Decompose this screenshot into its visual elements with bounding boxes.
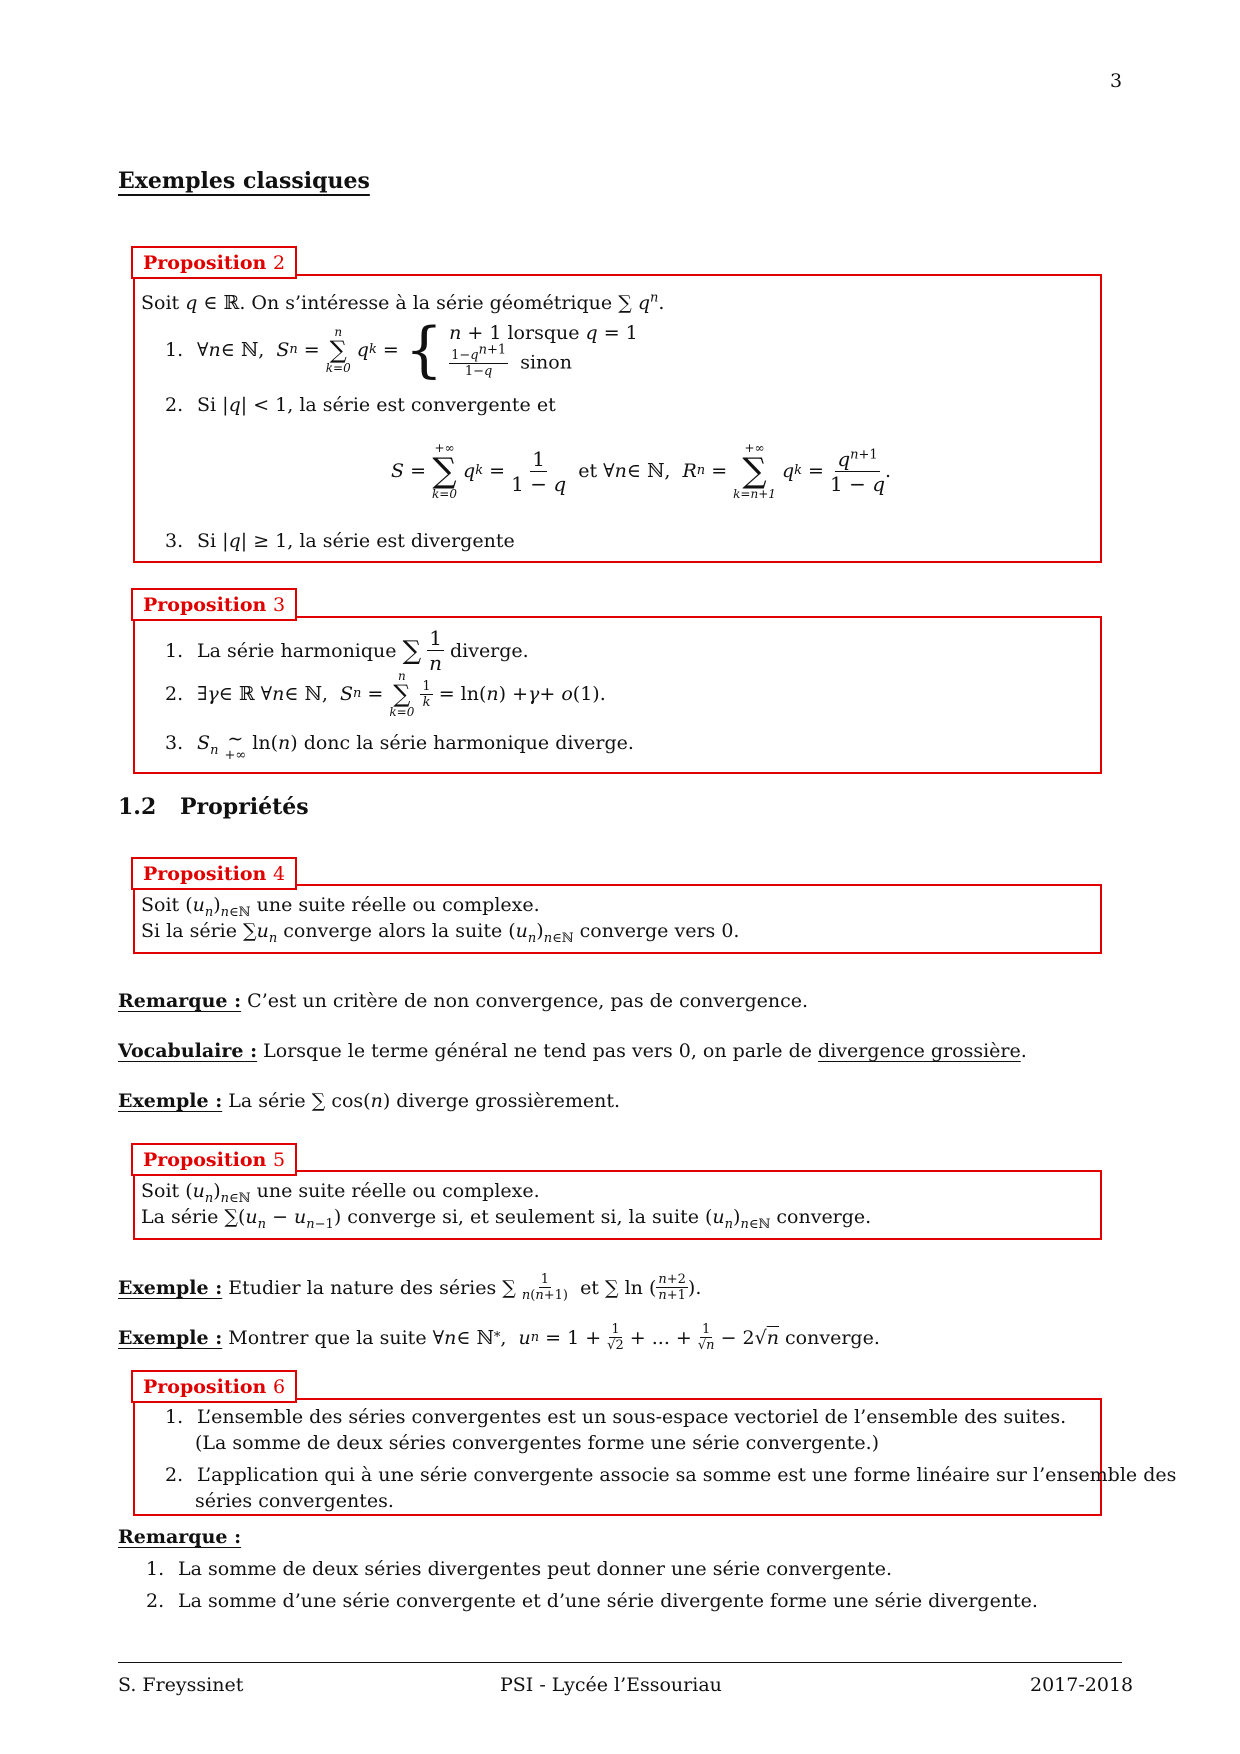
proposition-4-box <box>133 884 1102 954</box>
p3-item-1: 1. La série harmonique ∑ $\frac{1}{n}$ diverge. <box>165 626 529 675</box>
p5-line-1: Soit $(u_n)_{n\in ℕ}$ une suite réelle ou complexe. <box>141 1180 540 1206</box>
footer-year: 2017-2018 <box>1030 1674 1134 1696</box>
section-title: Exemples classiques <box>118 168 370 194</box>
remark-2-label: Remarque : <box>118 1526 242 1548</box>
proposition-3-box <box>133 616 1102 774</box>
example-2: Exemple : Etudier la nature des séries ∑ $\frac{1}{n(n+1)}$ et ∑ ln ( $\frac{n+2}{n+1}$ ). <box>118 1272 702 1303</box>
p2-item-1: 1. ∀ n ∈ ℕ, S n = n ∑ k=0 q k = { n + 1 lorsque q = 1 $\frac{1-q^{n+1}}{1-q}$ sinon <box>165 315 638 385</box>
proposition-6-box <box>133 1398 1177 1516</box>
proposition-3-tag: Proposition 3 <box>131 588 297 621</box>
p2-intro: Soit q ∈ ℝ. On s’intéresse à la série géométrique ∑ $q^n$. <box>141 290 665 314</box>
proposition-4-tag: Proposition 4 <box>131 857 297 890</box>
proposition-6-tag: Proposition 6 <box>131 1370 297 1403</box>
p5-line-2: La série $\sum(u_n - u_{n-1})$ converge si, et seulement si, la suite $(u_n)_{n\in ℕ}$ converge. <box>141 1206 872 1232</box>
proposition-5-tag: Proposition 5 <box>131 1143 297 1176</box>
subsection-title: 1.2 Propriétés <box>118 794 309 820</box>
proposition-2-tag: Proposition 2 <box>131 246 297 279</box>
p6-item-2: 2. L’application qui à une série convergente associe sa somme est une forme linéaire sur l’ensemble des <box>165 1464 1177 1486</box>
p6-item-1: 1. L’ensemble des séries convergentes est un sous-espace vectoriel de l’ensemble des suites. <box>165 1406 1067 1428</box>
vocabulary: Vocabulaire : Lorsque le terme général ne tend pas vers 0, on parle de divergence grossière. <box>118 1040 1027 1062</box>
p4-line-2: Si la série $\sum u_n$ converge alors la suite $(u_n)_{n\in ℕ}$ converge vers 0. <box>141 920 740 946</box>
footer-school: PSI - Lycée l’Essouriau <box>500 1674 722 1696</box>
proposition-2-box <box>133 274 1102 563</box>
p2-item-3: 3. Si |q| ≥ 1, la série est divergente <box>165 530 515 552</box>
p2-display-formula: S = +∞ ∑ k=0 q k = $\frac{1}{1 - q}$ et ∀ n ∈ ℕ, R n = +∞ ∑ k=n+1 q k = $\frac{q^{n+1}}{1 - q}$ . <box>391 441 892 501</box>
footer-author: S. Freyssinet <box>118 1674 244 1696</box>
p3-item-3: 3. $S_n$ ∼ +∞ ln(n) donc la série harmonique diverge. <box>165 728 634 763</box>
example-1: Exemple : La série ∑ cos(n) diverge grossièrement. <box>118 1090 621 1112</box>
proposition-5-box <box>133 1170 1102 1240</box>
footer-rule <box>118 1662 1122 1663</box>
p6-item-2-cont: séries convergentes. <box>195 1490 394 1512</box>
p2-item-2: 2. Si |q| < 1, la série est convergente et <box>165 394 556 416</box>
p6-item-1-cont: (La somme de deux séries convergentes forme une série convergente.) <box>195 1432 880 1454</box>
p4-line-1: Soit $(u_n)_{n\in ℕ}$ une suite réelle ou complexe. <box>141 894 540 920</box>
remark-2-item-1: 1. La somme de deux séries divergentes peut donner une série convergente. <box>146 1558 893 1580</box>
p3-item-2: 2. ∃ γ ∈ ℝ ∀ n ∈ ℕ, S n = n ∑ k=0 $\frac{1}{k}$ = ln( n ) + γ + 𝑜(1). <box>165 669 606 719</box>
example-3: Exemple : Montrer que la suite ∀ n ∈ ℕ * , u n = 1 + $\frac{1}{√2}$ + ... + $\frac{1}{√n}$ − 2√ n converge. <box>118 1322 880 1353</box>
page-number: 3 <box>1110 70 1123 92</box>
remark-2-item-2: 2. La somme d’une série convergente et d’une série divergente forme une série divergente. <box>146 1590 1038 1612</box>
remark-1: Remarque : C’est un critère de non convergence, pas de convergence. <box>118 990 809 1012</box>
